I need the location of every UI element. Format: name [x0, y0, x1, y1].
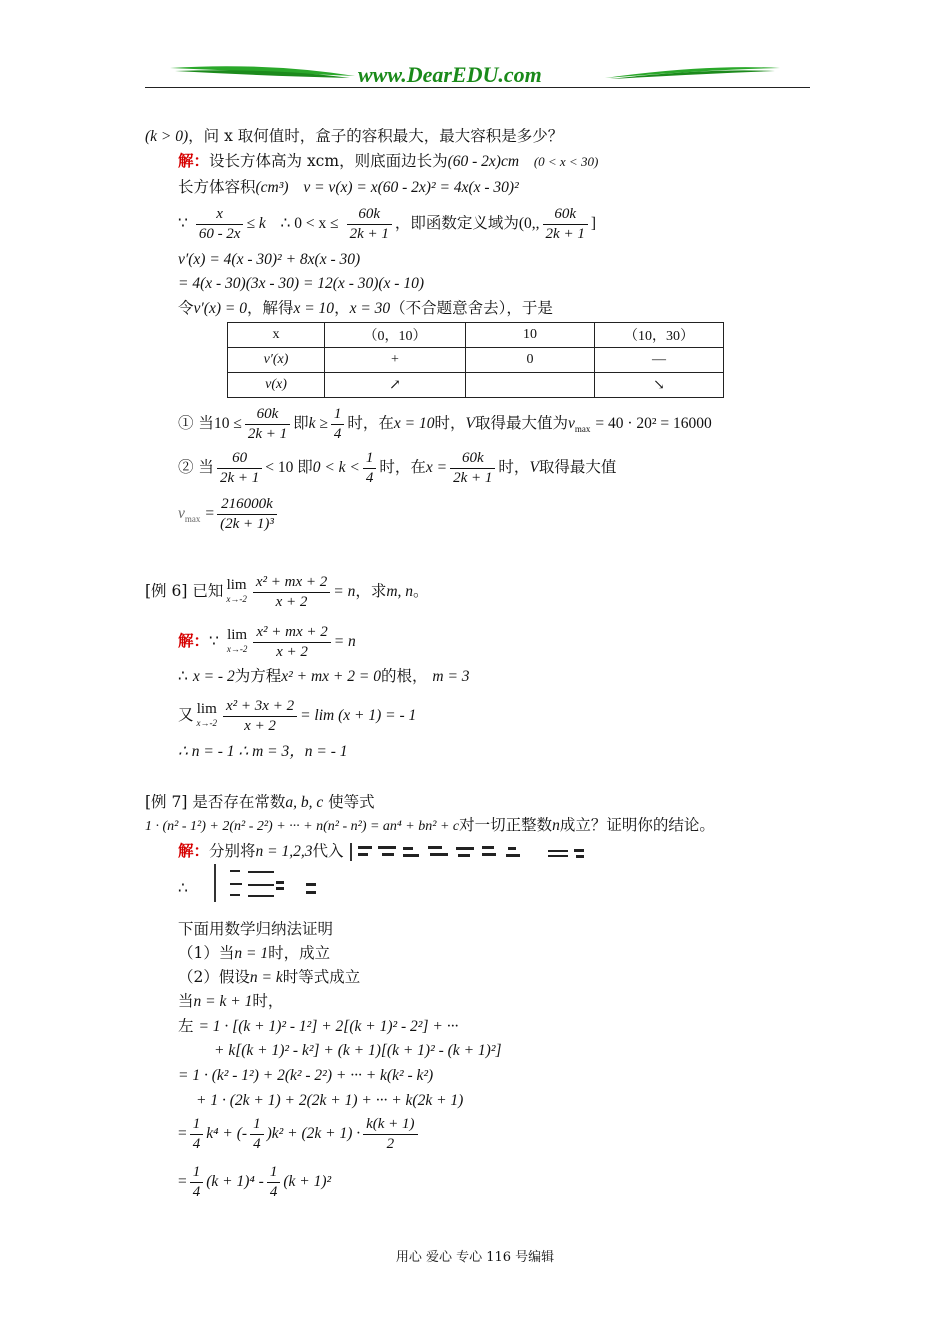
math: = lim (x + 1) = - 1: [300, 707, 417, 724]
math: x² + mx + 2 = 0: [281, 668, 381, 685]
table-cell: 10: [466, 323, 595, 348]
text: （1）当: [178, 944, 235, 962]
site-name: www.DearEDU.com: [358, 62, 542, 87]
ex7-inductive-step: [178, 991, 283, 1012]
ex7-expand-1: [178, 1016, 458, 1037]
math: (cm³): [255, 179, 289, 196]
table-cell: v(x): [228, 373, 325, 398]
text: 时等式成立: [282, 968, 361, 986]
fraction: [217, 449, 262, 488]
lim-sub: x→-2: [226, 644, 248, 654]
fraction: [253, 623, 330, 662]
text: 时，: [252, 992, 284, 1010]
fraction: [250, 1115, 264, 1154]
denominator: 2k + 1: [349, 225, 389, 242]
math: v = v(x) = x(60 - 2x)² = 4x(x - 30)²: [303, 179, 519, 196]
numerator: x² + mx + 2: [253, 573, 330, 593]
table-cell: [466, 373, 595, 398]
denominator: x + 2: [276, 643, 308, 660]
fraction: [543, 205, 588, 244]
math: =: [178, 1125, 187, 1142]
text: （不合题意舍去），于是: [390, 299, 553, 317]
text: 的根，: [380, 667, 428, 685]
numerator: x² + mx + 2: [253, 623, 330, 643]
numerator: 1: [250, 1115, 264, 1135]
numerator: 1: [190, 1115, 204, 1135]
example-label: [例 6]: [145, 582, 188, 600]
math: a, b, c: [285, 794, 324, 811]
numerator: 60k: [347, 205, 392, 225]
because-symbol: ∵: [178, 214, 188, 232]
fraction: [267, 1163, 281, 1202]
fraction: [245, 405, 290, 444]
text: ，求: [355, 582, 387, 600]
text: 为方程: [234, 667, 282, 685]
text: 时，成立: [268, 944, 331, 962]
ex5-volume-line: [178, 177, 519, 198]
text: 长方体容积: [178, 178, 256, 196]
math: n = 1: [234, 945, 269, 962]
table-cell: +: [325, 348, 466, 373]
math: (k + 1)⁴ -: [206, 1173, 264, 1190]
table-cell: 0: [466, 348, 595, 373]
math: = n: [333, 633, 356, 650]
fraction: [253, 573, 330, 612]
ex5-condition: (k > 0): [145, 128, 189, 145]
lim-word: lim: [196, 701, 217, 717]
denominator: 60 - 2x: [198, 225, 241, 242]
math: x = 30: [349, 300, 391, 317]
text: ，解得: [246, 299, 294, 317]
text: 使等式: [328, 793, 375, 811]
page-footer: 用心 爱心 专心 116 号编辑: [395, 1250, 555, 1265]
ex5-factor-line: = 4(x - 30)(3x - 30) = 12(x - 30)(x - 10): [178, 275, 425, 292]
ex7-expand-6: [178, 1162, 331, 1202]
denominator: 4: [333, 425, 342, 442]
numerator: x: [196, 205, 244, 225]
numerator: 60k: [543, 205, 588, 225]
denominator: (2k + 1)³: [220, 515, 274, 532]
math: V: [529, 459, 539, 476]
ex5-case1: [178, 404, 712, 448]
denominator: 2k + 1: [219, 469, 260, 486]
text: 时，: [498, 458, 530, 476]
text: 分别将: [209, 842, 256, 860]
math: = n: [333, 583, 356, 600]
math: (k + 1)²: [283, 1173, 332, 1190]
table-row: [228, 323, 724, 348]
numerator: 1: [363, 449, 377, 469]
text: ，即函数定义域为: [394, 214, 519, 232]
table-row: [228, 373, 724, 398]
math: (60 - 2x)cm: [447, 153, 520, 170]
denominator: 4: [269, 1183, 278, 1200]
table-row: [228, 348, 724, 373]
because-symbol: ∵: [209, 632, 219, 650]
table-cell: ↗: [325, 373, 466, 398]
text: 即: [293, 414, 309, 432]
denominator: 4: [192, 1183, 201, 1200]
denominator: 2: [386, 1135, 395, 1152]
ex7-expand-4: + 1 · (2k + 1) + 2(2k + 1) + ··· + k(2k + 1): [196, 1092, 464, 1109]
ex7-sol-line1: [178, 841, 598, 863]
text: 时，在: [379, 458, 426, 476]
math: k⁴ + (-: [206, 1125, 248, 1142]
text: 左: [178, 1017, 194, 1035]
ex6-sol-line3: [178, 696, 416, 736]
therefore-symbol: ∴: [178, 879, 188, 897]
text: < 10 即: [265, 459, 313, 476]
text: 已知: [192, 582, 224, 600]
text: 代入: [312, 842, 344, 860]
numerator: 216000k: [217, 495, 277, 515]
table-cell: ↘: [595, 373, 724, 398]
denominator: x + 2: [275, 593, 308, 610]
fraction: [223, 697, 297, 736]
ex6-sol-line2: [178, 666, 470, 687]
math: ≤ k: [246, 215, 266, 232]
math: n: [552, 817, 560, 834]
ex7-proof-intro: 下面用数学归纳法证明: [178, 920, 334, 938]
math: v: [568, 415, 575, 432]
numerator: 1: [190, 1163, 204, 1183]
math: n = k: [249, 969, 283, 986]
ex6-conclusion: ∴ n = - 1 ∴ m = 3，n = - 1: [178, 743, 348, 760]
limit: [197, 702, 218, 730]
math: m, n: [386, 583, 414, 600]
math: 10 ≤: [213, 415, 242, 432]
denominator: 2k + 1: [247, 425, 288, 442]
text: 设长方体高为 xcm，则底面边长为: [209, 152, 448, 170]
numerator: 60: [217, 449, 262, 469]
lim-sub: x→-2: [226, 594, 247, 604]
numerator: 1: [331, 405, 345, 425]
numerator: 60k: [245, 405, 290, 425]
table-cell: （10，30）: [595, 323, 724, 348]
ex5-sol-line1: [178, 151, 598, 172]
ex7-base-case: [178, 943, 330, 964]
table-cell: v′(x): [228, 348, 325, 373]
math: ]: [590, 215, 596, 232]
math: 0 < k <: [312, 459, 360, 476]
text: ，: [334, 299, 350, 317]
garbled-equation-image: [348, 841, 598, 863]
table-cell: —: [595, 348, 724, 373]
math: =: [178, 1173, 187, 1190]
math: n = 1,2,3: [255, 843, 313, 860]
header-rule: [145, 87, 810, 88]
table-cell: （0，10）: [325, 323, 466, 348]
denominator: x + 2: [244, 717, 276, 734]
text: 又: [178, 706, 194, 724]
math: ∴ 0 < x ≤: [280, 215, 339, 232]
ex6-question: [145, 572, 429, 612]
subscript: max: [574, 424, 591, 435]
ex7-hypothesis: [178, 967, 360, 988]
text: 时，在: [347, 414, 394, 432]
ex7-expand-5: [178, 1114, 421, 1154]
ex6-sol-line1: [178, 622, 356, 662]
ex5-question: ，问 x 取何值时，盒子的容积最大，最大容积是多少？: [188, 127, 564, 145]
numerator: 60k: [450, 449, 495, 469]
fraction: [363, 449, 377, 488]
ex5-intro: [145, 126, 563, 147]
denominator: 4: [253, 1135, 261, 1152]
denominator: 2k + 1: [545, 225, 585, 242]
solution-label: 解：: [178, 151, 210, 170]
garbled-system-image: [212, 864, 362, 904]
numerator: k(k + 1): [363, 1115, 417, 1135]
lim-word: lim: [227, 627, 248, 643]
math: (0,,: [518, 215, 540, 232]
ex7-expand-2: + k[(k + 1)² - k²] + (k + 1)[(k + 1)² - (k + 1)²]: [214, 1042, 502, 1059]
math: v′(x) = 0: [193, 300, 247, 317]
fraction: [196, 205, 244, 244]
ex5-critical-line: [178, 298, 553, 319]
text: 时，: [434, 414, 466, 432]
math: x = 10: [293, 300, 335, 317]
fraction: [363, 1115, 417, 1154]
text: 。: [413, 582, 429, 600]
math: (0 < x < 30): [533, 154, 599, 169]
math: m = 3: [432, 668, 470, 685]
math: x =: [425, 459, 448, 476]
denominator: 4: [365, 469, 374, 486]
lim-word: lim: [226, 577, 247, 593]
numerator: 1: [267, 1163, 281, 1183]
math: 1 · (n² - 1²) + 2(n² - 2²) + ··· + n(n² - n²) = an⁴ + bn² + c: [145, 819, 460, 834]
text: 取得最大值: [538, 458, 617, 476]
text: ① 当: [178, 414, 214, 432]
fraction: [190, 1115, 204, 1154]
therefore-symbol: ∴: [178, 667, 188, 685]
ex5-derivative-line: v′(x) = 4(x - 30)² + 8x(x - 30): [178, 251, 361, 268]
text: 当: [178, 992, 194, 1010]
example-label: [例 7]: [145, 793, 188, 811]
text: 对一切正整数: [459, 816, 553, 834]
text: ② 当: [178, 458, 214, 476]
denominator: 2k + 1: [453, 469, 493, 486]
solution-label: 解：: [178, 841, 210, 860]
math: v: [178, 505, 185, 522]
ex7-question-line1: [145, 792, 375, 813]
fraction: [217, 495, 277, 534]
ex7-question-line2: [145, 815, 715, 837]
math: = 40 · 20² = 16000: [595, 415, 712, 432]
fraction: [450, 449, 495, 488]
text: 成立？证明你的结论。: [559, 816, 715, 834]
table-cell: x: [228, 323, 325, 348]
math: )k² + (2k + 1) ·: [266, 1125, 361, 1142]
lim-sub: x→-2: [196, 718, 218, 728]
text: 令: [178, 299, 194, 317]
math: x = 10: [393, 415, 435, 432]
math: n = k + 1: [193, 993, 253, 1010]
math: x = - 2: [192, 668, 235, 685]
subscript: max: [184, 514, 201, 525]
math: V: [465, 415, 475, 432]
fraction: [331, 405, 345, 444]
text: 是否存在常数: [192, 793, 286, 811]
numerator: x² + 3x + 2: [223, 697, 297, 717]
text: （2）假设: [178, 968, 250, 986]
denominator: 4: [192, 1135, 201, 1152]
monotonicity-table: [227, 322, 724, 398]
ex5-case2: [178, 448, 616, 488]
ex7-expand-3: = 1 · (k² - 1²) + 2(k² - 2²) + ··· + k(k² - k²): [178, 1067, 434, 1084]
math: = 1 · [(k + 1)² - 1²] + 2[(k + 1)² - 2²] + ···: [198, 1018, 459, 1035]
limit: [226, 578, 247, 606]
solution-label: 解：: [178, 631, 210, 650]
limit: [227, 628, 248, 656]
fraction: [190, 1163, 204, 1202]
math: k ≥: [308, 415, 328, 432]
ex5-domain-line: [178, 204, 596, 244]
ex5-vmax: $v_{max}$ = $\frac{216000k}{\text{(2k + 1)³}}$: [178, 494, 280, 538]
fraction: [347, 205, 392, 244]
text: 取得最大值为: [474, 414, 568, 432]
